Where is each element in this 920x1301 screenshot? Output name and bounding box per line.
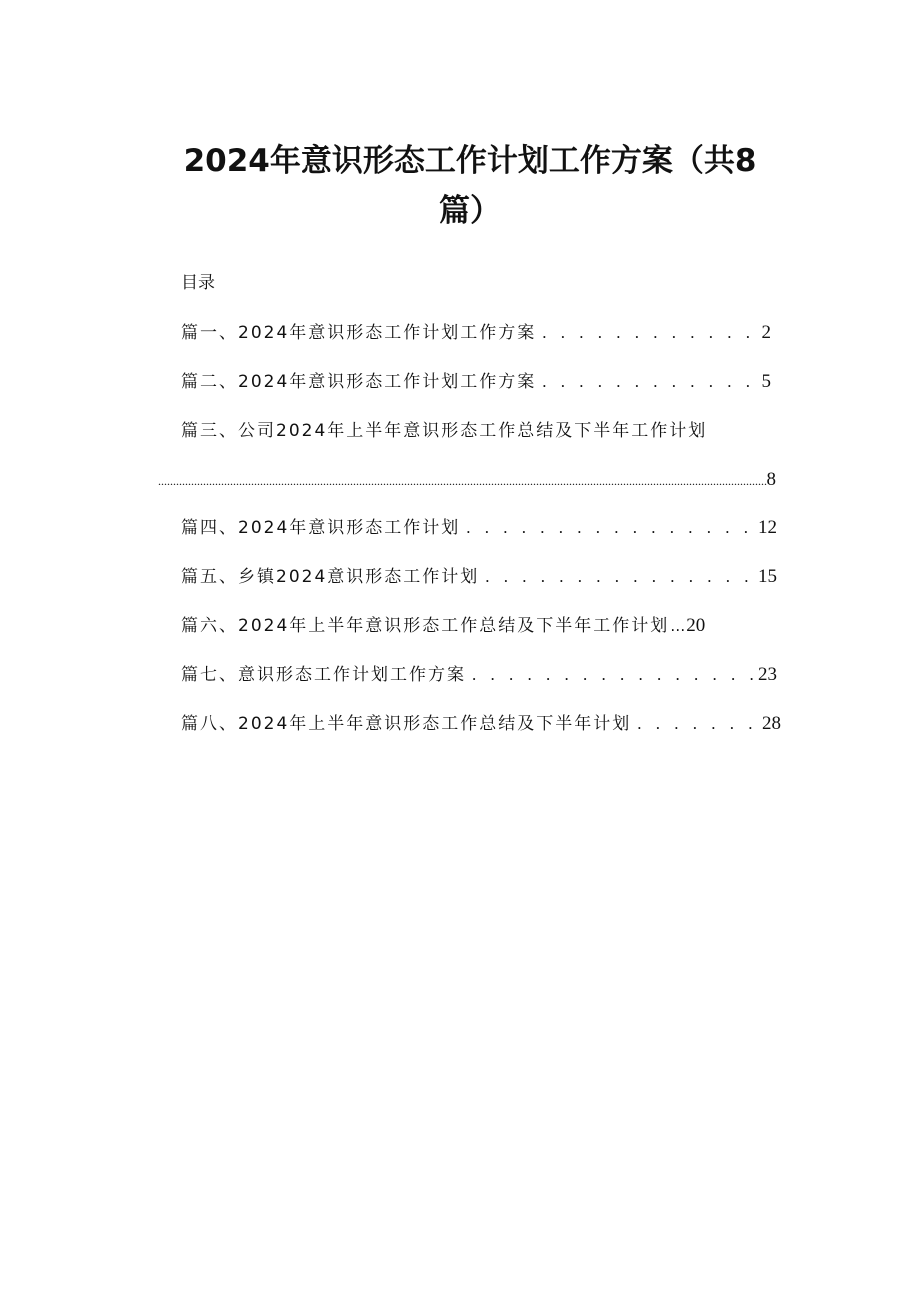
toc-heading: 目录 (181, 273, 215, 293)
toc-entry-3[interactable] (181, 418, 781, 444)
toc-page-number: 20 (686, 615, 706, 636)
document-title-line-1: 2024年意识形态工作计划工作方案（共8 (183, 143, 757, 179)
toc-entry-5[interactable] (181, 564, 777, 590)
toc-entry-4[interactable] (181, 515, 777, 541)
toc-entry-3-leader-line[interactable] (158, 467, 776, 494)
toc-entry-8[interactable] (181, 711, 781, 737)
toc-page-number: 23 (758, 664, 777, 685)
toc-leader-dots (479, 564, 758, 590)
toc-entry-2[interactable] (181, 369, 771, 395)
document-title-line-2: 篇） (439, 193, 501, 229)
toc-leader-dots (460, 515, 758, 541)
toc-entry-label: 篇四、2024年意识形态工作计划 (181, 518, 461, 538)
toc-entry-1[interactable] (181, 320, 771, 346)
toc-entry-label: 篇八、2024年上半年意识形态工作总结及下半年计划 (181, 714, 632, 734)
toc-entry-7[interactable] (181, 662, 777, 688)
toc-entry-6[interactable] (181, 613, 781, 639)
toc-leader-dots (536, 369, 761, 395)
toc-page-number: 5 (761, 371, 771, 392)
toc-leader-dots (466, 662, 758, 688)
toc-entry-label: 篇一、2024年意识形态工作计划工作方案 (181, 323, 537, 343)
toc-page-number: 28 (762, 713, 781, 734)
toc-ellipsis: … (670, 617, 686, 635)
toc-entry-label: 篇三、公司2024年上半年意识形态工作总结及下半年工作计划 (181, 421, 708, 441)
toc-entry-label: 篇二、2024年意识形态工作计划工作方案 (181, 372, 537, 392)
toc-leader-dots (631, 711, 762, 737)
toc-leader-dots (536, 320, 761, 346)
toc-page-number: 12 (758, 517, 777, 538)
toc-entry-label: 篇六、2024年上半年意识形态工作总结及下半年工作计划 (181, 616, 670, 636)
toc-page-number: 2 (761, 322, 771, 343)
toc-page-number: 8 (766, 469, 776, 490)
toc-entry-label: 篇五、乡镇2024意识形态工作计划 (181, 567, 480, 587)
toc-leader-dots (158, 468, 767, 494)
toc-page-number: 15 (758, 566, 777, 587)
toc-entry-label: 篇七、意识形态工作计划工作方案 (181, 665, 466, 685)
